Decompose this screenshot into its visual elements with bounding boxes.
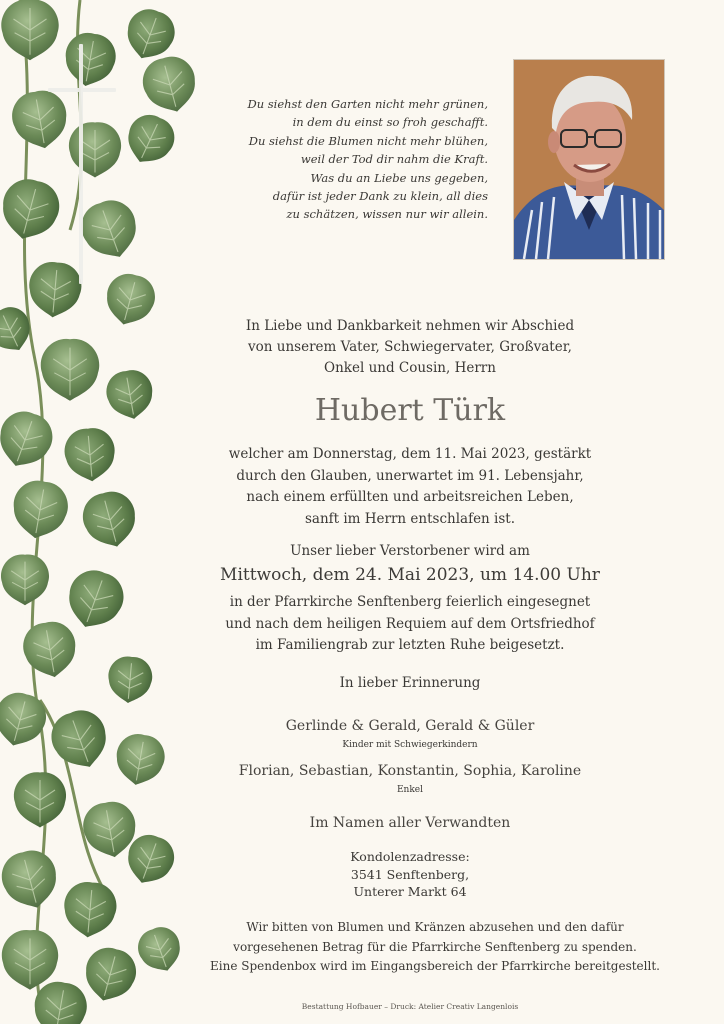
portrait-photo (513, 59, 665, 260)
funeral-intro: Unser lieber Verstorbener wird am (290, 543, 530, 559)
poem-line: dafür ist jeder Dank zu klein, all dies (272, 189, 488, 204)
death-notice (175, 444, 645, 530)
funeral-date: Mittwoch, dem 24. Mai 2023, um 14.00 Uhr (220, 565, 600, 585)
condolence-label: Kondolenzadresse: (350, 849, 470, 864)
poem-line: Was du an Liebe uns gegeben, (310, 170, 488, 185)
condolence-city: 3541 Senftenberg, (350, 866, 470, 882)
condolence-street: Unterer Markt 64 (353, 884, 467, 899)
poem-line: Du siehst den Garten nicht mehr grünen, (247, 97, 488, 111)
relatives-line: Im Namen aller Verwandten (309, 815, 511, 831)
donation-line: Wir bitten von Blumen und Kränzen abzusehen und den dafür (246, 920, 624, 934)
donation-request (175, 918, 695, 977)
poem-line: zu schätzen, wissen nur wir allein. (286, 207, 488, 222)
farewell-intro (175, 316, 645, 379)
poem-line: weil der Tod dir nahm die Kraft. (300, 152, 488, 167)
funeral-line: im Familiengrab zur letzten Ruhe beigesetzt. (255, 637, 565, 653)
poem (200, 95, 488, 224)
children-names: Gerlinde & Gerald, Gerald & Güler (285, 718, 535, 734)
donation-line: vorgesehenen Betrag für die Pfarrkirche Senftenberg zu spenden. (233, 939, 637, 954)
grandchildren-label: Enkel (396, 785, 424, 795)
condolence-address (175, 848, 645, 901)
ivy-leaf (0, 405, 59, 475)
death-line: welcher am Donnerstag, dem 11. Mai 2023, gestärkt (228, 446, 592, 462)
donation-line: Eine Spendenbox wird im Eingangsbereich der Pfarrkirche bereitgestellt. (210, 959, 660, 973)
funeral-details (175, 592, 645, 657)
poem-line: Du siehst die Blumen nicht mehr blühen, (248, 133, 488, 148)
death-line: sanft im Herrn entschlafen ist. (304, 510, 516, 527)
funeral-line: und nach dem heiligen Requiem auf dem Ortsfriedhof (225, 615, 595, 632)
footer-credits: Bestattung Hofbauer – Druck: Atelier Creativ Langenlois (301, 1002, 519, 1011)
intro-line: Onkel und Cousin, Herrn (324, 360, 496, 376)
death-line: nach einem erfüllten und arbeitsreichen Leben, (246, 489, 574, 505)
memory-heading: In lieber Erinnerung (339, 675, 481, 691)
ivy-leaf (0, 845, 64, 915)
intro-line: von unserem Vater, Schwiegervater, Großvater, (248, 339, 572, 355)
children-label: Kinder mit Schwiegerkindern (342, 740, 478, 750)
intro-line: In Liebe und Dankbarkeit nehmen wir Abschied (245, 318, 575, 334)
deceased-name: Hubert Türk (314, 393, 506, 428)
poem-line: in dem du einst so froh geschafft. (292, 115, 488, 130)
grandchildren-names: Florian, Sebastian, Konstantin, Sophia, Karoline (238, 763, 582, 779)
death-line: durch den Glauben, unerwartet im 91. Lebensjahr, (236, 467, 584, 484)
ivy-leaf (0, 174, 65, 246)
funeral-line: in der Pfarrkirche Senftenberg feierlich eingesegnet (229, 594, 591, 610)
